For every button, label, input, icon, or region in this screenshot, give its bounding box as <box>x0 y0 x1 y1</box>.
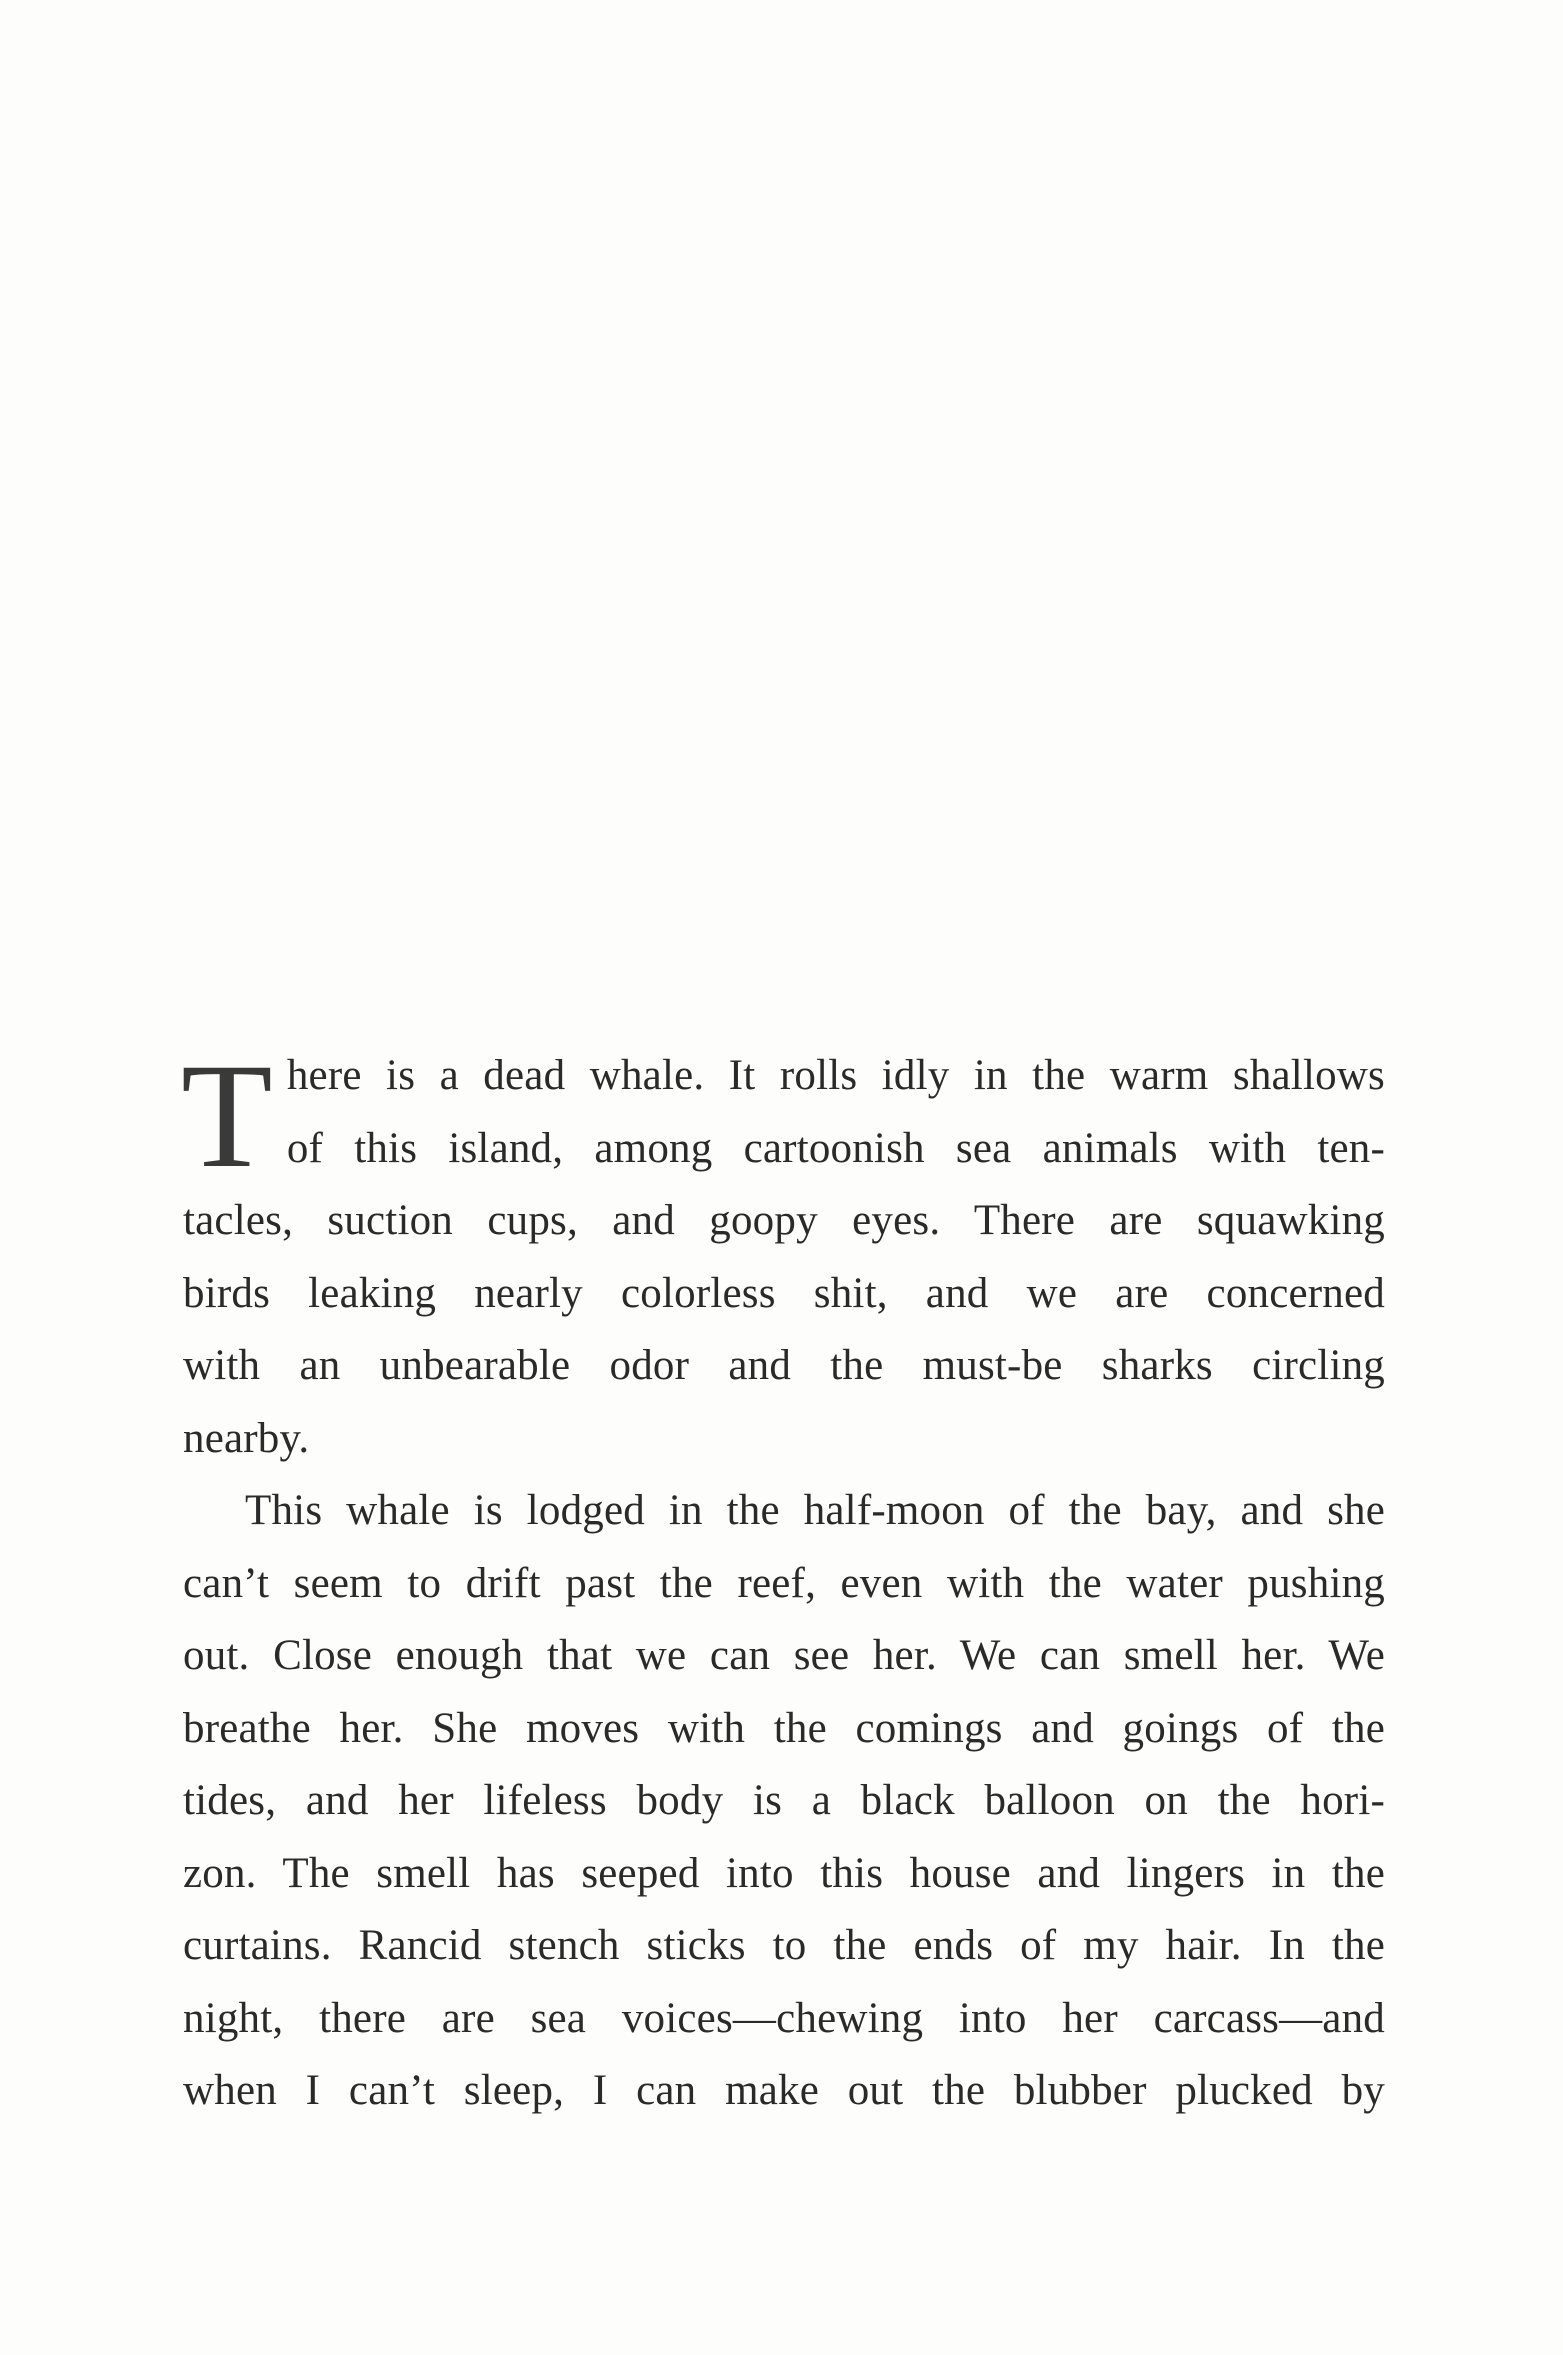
drop-cap: T <box>181 1033 273 1199</box>
paragraph-2 <box>183 1475 1385 2128</box>
paragraph-1 <box>181 1033 1385 1475</box>
text-line: tides, and her lifeless body is a black balloon on the hori- <box>183 1777 1385 1824</box>
text-line: breathe her. She moves with the comings and goings of the <box>183 1704 1385 1752</box>
text-line: night, there are sea voices—chewing into her carcass—and <box>183 1994 1385 2042</box>
text-line: when I can’t sleep, I can make out the blubber plucked by <box>183 2067 1385 2114</box>
text-line: curtains. Rancid stench sticks to the ends of my hair. In the <box>183 1922 1385 1969</box>
text-line: out. Close enough that we can see her. We can smell her. We <box>183 1632 1385 1679</box>
text-line: tacles, suction cups, and goopy eyes. There are squawking <box>183 1197 1385 1244</box>
text-line: nearby. <box>183 1414 310 1462</box>
text-line: here is a dead whale. It rolls idly in the warm shallows <box>286 1052 1385 1099</box>
text-line: can’t seem to drift past the reef, even with the water pushing <box>183 1559 1385 1607</box>
text-line: This whale is lodged in the half-moon of the bay, and she <box>245 1487 1385 1534</box>
text-line: birds leaking nearly colorless shit, and we are concerned <box>183 1269 1385 1317</box>
body-text <box>181 1033 1385 2128</box>
text-line: zon. The smell has seeped into this house and lingers in the <box>183 1849 1385 1897</box>
text-line: of this island, among cartoonish sea animals with ten- <box>286 1124 1385 1172</box>
text-line: with an unbearable odor and the must-be sharks circling <box>183 1342 1385 1389</box>
